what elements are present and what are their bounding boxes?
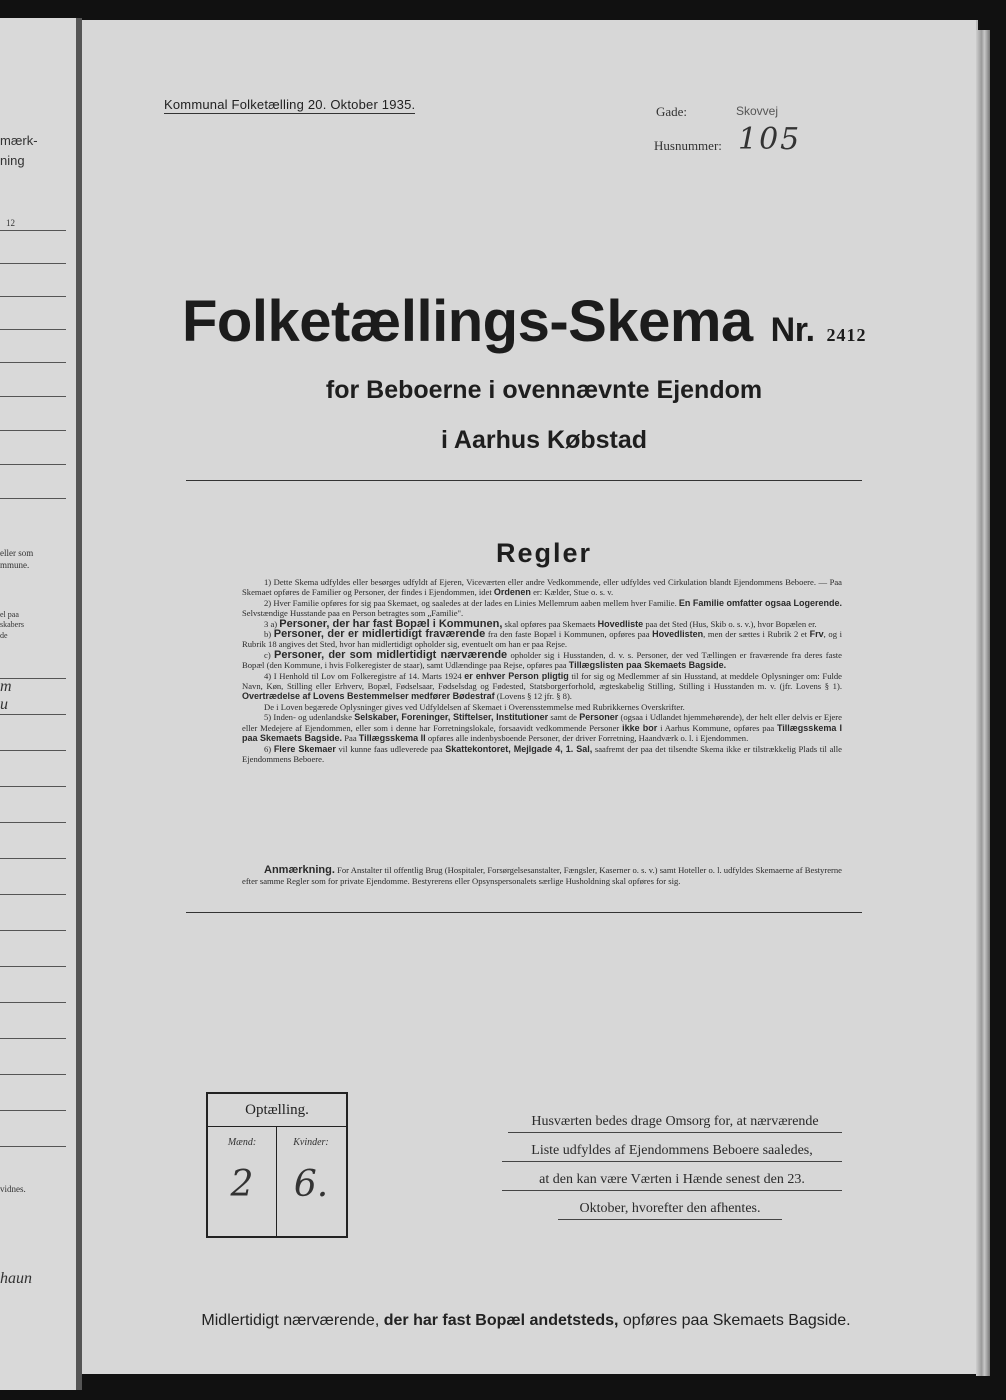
rule-3a: 3 a) Personer, der har fast Bopæl i Kommunen, skal opføres paa Skemaets Hovedliste paa det Sted (Hus, Skib o. s. v.), hvor Bopælen er. [264, 617, 817, 630]
divider-top [186, 480, 862, 481]
form-title-main: Folketællings-Skema [182, 289, 753, 354]
rules-text [242, 577, 842, 764]
left-rule [0, 858, 66, 859]
rule-6: 6) Flere Skemaer vil kunne faas udleverede paa Skattekontoret, Mejlgade 4, 1. Sal, saafremt der paa det tilsendte Skema ikke er tilstrækkelig Plads til alle Ejendommens Beboere. [242, 743, 842, 764]
house-number-label: Husnummer: [654, 138, 722, 153]
left-rule [0, 966, 66, 967]
left-rule [0, 1110, 66, 1111]
left-fragment: skabers [0, 620, 24, 629]
page-stack-edge [976, 30, 990, 1376]
rules-heading: Regler [495, 538, 593, 568]
annotation-note [242, 865, 842, 886]
notice-line-1: Husværten bedes drage Omsorg for, at nærværende [508, 1114, 842, 1133]
left-rule [0, 930, 66, 931]
form-nr-value: 2412 [826, 325, 867, 345]
left-rule [0, 230, 66, 231]
left-rule [0, 822, 66, 823]
left-fragment: eller som [0, 548, 34, 558]
notice-line-3: at den kan være Værten i Hænde senest den 23. [502, 1172, 842, 1191]
street-label: Gade: [656, 104, 688, 119]
left-rule [0, 263, 66, 264]
rule-1: 1) Dette Skema udfyldes eller besørges udfyldt af Ejeren, Viceværten eller andre Vedkommende, eller udfyldes ved Cirkulation blandt Ejendommens Beboere. — Paa Skemaet opføres de Familier og Personer, der findes i Ejendommen, idet Ordenen er: Kælder, Stue o. s. v. [242, 577, 842, 598]
left-rule [0, 1038, 66, 1039]
footer-note [186, 1312, 866, 1330]
left-rule [0, 396, 66, 397]
left-fragment: el paa [0, 610, 19, 619]
left-fragment: 12 [6, 218, 15, 228]
count-box-title: Optælling. [208, 1094, 346, 1127]
count-women-value: 6. [293, 1164, 329, 1205]
rule-2: 2) Hver Familie opføres for sig paa Skemaet, og saaledes at der lades en Linies Mellemrum aaben mellem hver Familie. En Familie omfatter ogsaa Logerende. Selvstændige Husstande paa en Person betragtes som „Familie". [242, 597, 842, 619]
divider-bottom [186, 912, 862, 913]
left-rule [0, 329, 66, 330]
left-rule [0, 750, 66, 751]
footer-part-3: opføres paa Skemaets Bagside. [622, 1312, 851, 1329]
count-box [206, 1092, 348, 1238]
note-text: For Anstalter til offentlig Brug (Hospitaler, Forsørgelsesanstalter, Fængsler, Kaserner o. s. v.) samt Hoteller o. l. udfyldes Skemaerne af Bestyrerne efter samme Regler som for private Ejendomme. Bestyrerens eller Opsynspersonalets særlige Husholdning skal opføres for sig. [242, 865, 842, 886]
form-nr-label: Nr. [770, 311, 815, 349]
notice-line-2: Liste udfyldes af Ejendommens Beboere saaledes, [502, 1143, 842, 1162]
count-men-column [208, 1127, 277, 1236]
rule-5: 5) Inden- og udenlandske Selskaber, Foreninger, Stiftelser, Institutioner samt de Personer (ogsaa i Udlandet hjemmehørende), der helt eller delvis er Ejere eller Medejere af Ejendommen, eller som i denne har Forretningslokale, forsaavidt vedkommende Personer ikke bor i Aarhus Kommune, opføres paa Tillægsskema I paa Skemaets Bagside. Paa Tillægsskema II opføres alle indenbysboende Personer, der driver Forretning, Haandværk o. l. i Ejendommen. [242, 712, 842, 744]
form-subtitle-city: i Aarhus Købstad [440, 426, 648, 454]
rule-3b: b) Personer, der er midlertidigt fraværende fra den faste Bopæl i Kommunen, opføres paa Hovedlisten, men der sættes i Rubrik 2 et Frv, og i Rubrik 18 angives det Sted, hvor han midlertidigt opholder sig, eventuelt om han er paa Rejse. [242, 628, 843, 650]
census-form-page [82, 20, 978, 1374]
left-rule [0, 786, 66, 787]
note-lead: Anmærkning. [264, 864, 335, 876]
left-fragment: vidnes. [0, 1184, 26, 1194]
left-rule [0, 464, 66, 465]
left-rule [0, 1002, 66, 1003]
footer-part-2: der har fast Bopæl andetsteds, [383, 1312, 619, 1329]
left-rule [0, 1074, 66, 1075]
rule-4b: De i Loven begærede Oplysninger gives ved Udfyldelsen af Skemaet i Overensstemmelse med Rubrikkernes Overskrifter. [264, 701, 685, 712]
left-handwriting: haun [0, 1270, 32, 1287]
left-rule [0, 498, 66, 499]
left-rule [0, 296, 66, 297]
left-fragment: de [0, 631, 8, 640]
count-women-label: Kvinder: [293, 1137, 329, 1148]
left-rule [0, 1146, 66, 1147]
form-subtitle: for Beboerne i ovennævnte Ejendom [325, 376, 763, 404]
rule-4: 4) I Henhold til Lov om Folkeregistre af 14. Marts 1924 er enhver Person pligtig til for sig og Medlemmer af sin Husstand, at meddele Oplysninger om: Fulde Navn, Køn, Stilling eller Erhverv, Bopæl, Fødselsaar, Fødselsdag og Fødested, Statsborgerforhold, ægteskabelig Stilling, Stilling i Husstanden m. v. (jfr. Lovens § 1). Overtrædelse af Lovens Bestemmelser medfører Bødestraf (Lovens § 12 jfr. § 8). [242, 670, 842, 702]
landlord-notice [502, 1114, 842, 1230]
count-women-column [277, 1127, 345, 1236]
left-rule [0, 894, 66, 895]
rule-3c: c) Personer, der som midlertidigt nærværende opholder sig i Husstanden, d. v. s. Personer, der ved Tællingen er fraværende fra deres faste Bopæl (den Kommune, i hvis Folkeregister de staar), samt Udlændinge paa Rejse, opføres paa Tillægslisten paa Skemaets Bagside. [242, 648, 842, 671]
footer-part-1: Midlertidigt nærværende, [201, 1312, 380, 1329]
house-number-value: 105 [738, 122, 802, 157]
left-rule [0, 714, 66, 715]
adjacent-left-page [0, 18, 79, 1390]
left-handwriting: u [0, 696, 8, 713]
count-men-label: Mænd: [227, 1137, 257, 1148]
left-rule [0, 362, 66, 363]
left-handwriting: m [0, 678, 12, 695]
census-line: Kommunal Folketælling 20. Oktober 1935. [164, 97, 416, 112]
left-fragment: mmune. [0, 560, 30, 570]
left-rule [0, 430, 66, 431]
street-value: Skovvej [736, 104, 779, 118]
form-title [182, 288, 942, 355]
count-men-value: 2 [230, 1164, 254, 1205]
notice-line-4: Oktober, hvorefter den afhentes. [558, 1201, 782, 1220]
left-fragment: mærk- [0, 133, 38, 148]
left-fragment: ning [0, 153, 25, 168]
